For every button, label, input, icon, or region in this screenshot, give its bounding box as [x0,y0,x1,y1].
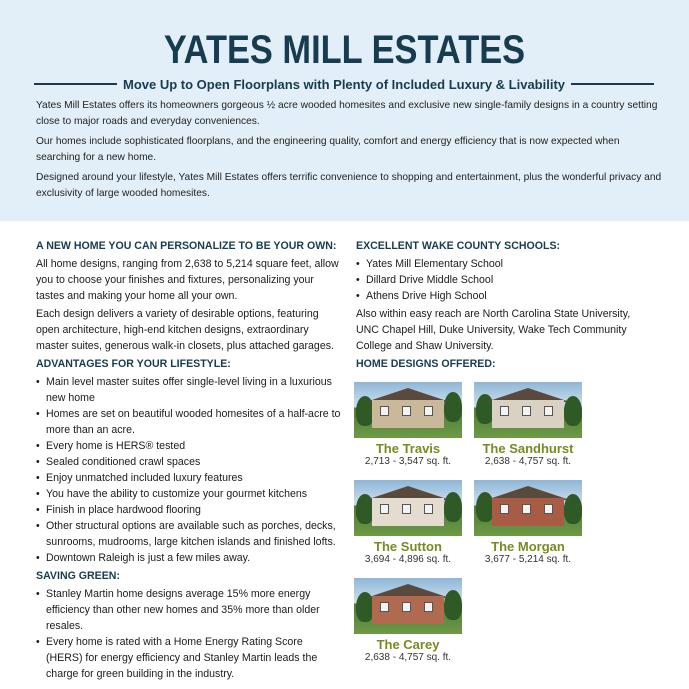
house-photo [354,480,462,536]
design-name: The Sutton [374,539,442,554]
list-item: • Main level master suites offer single-level living in a luxurious new home [36,376,332,404]
house-photo [474,480,582,536]
design-card-sutton[interactable] [354,480,462,566]
list-item: • Every home is HERS® tested [36,440,186,452]
design-name: The Travis [375,441,441,456]
design-card-morgan[interactable] [474,480,582,566]
right-column [356,238,656,374]
subtitle-row [34,75,654,93]
list-item: • Every home is rated with a Home Energy Rating Score (HERS) for energy efficiency and Stanley Martin leads the charge for green building in the industry. [36,636,318,680]
design-size: 2,638 - 4,757 sq. ft. [364,652,452,663]
design-card-sandhurst[interactable] [474,382,582,468]
schools-heading: EXCELLENT WAKE COUNTY SCHOOLS: [356,240,561,252]
list-item: • Sealed conditioned crawl spaces [36,456,201,468]
house-photo [354,382,462,438]
design-size: 3,694 - 4,896 sq. ft. [364,554,452,565]
saving-heading: SAVING GREEN: [36,570,120,582]
page-title: YATES MILL ESTATES [163,28,526,72]
subtitle-rule-right [571,83,654,85]
personalize-paragraph-1: All home designs, ranging from 2,638 to 5,214 square feet, allow you to choose your finishes and fixtures, personalizing your tastes and making your home all your own. [36,258,339,302]
design-name: The Morgan [491,539,565,554]
design-name: The Sandhurst [482,441,574,456]
intro-paragraph-3: Designed around your lifestyle, Yates Mill Estates offers terrific convenience to shopping and entertainment, plus the wonderful privacy and exclusivity of large wooded homesites. [36,172,662,199]
personalize-heading: A NEW HOME YOU CAN PERSONALIZE TO BE YOUR OWN: [36,240,337,252]
home-designs-grid [354,382,654,682]
advantages-heading: ADVANTAGES FOR YOUR LIFESTYLE: [36,358,231,370]
list-item: • Athens Drive High School [356,290,487,302]
list-item: • Finish in place hardwood flooring [36,504,201,516]
designs-heading: HOME DESIGNS OFFERED: [356,358,496,370]
left-column [36,238,342,684]
advantages-list [36,374,342,566]
list-item: • Homes are set on beautiful wooded homesites of a half-acre to more than an acre. [36,408,341,436]
list-item: • You have the ability to customize your gourmet kitchens [36,488,308,500]
house-photo [354,578,462,634]
schools-list [356,256,656,304]
list-item: • Enjoy unmatched included luxury features [36,472,243,484]
intro-paragraph-1: Yates Mill Estates offers its homeowners gorgeous ½ acre wooded homesites and exclusive new single-family designs in a country setting close to major roads and everyday conveniences. [36,100,658,127]
design-size: 2,713 - 3,547 sq. ft. [364,456,452,467]
design-size: 2,638 - 4,757 sq. ft. [484,456,572,467]
intro-paragraph-2: Our homes include sophisticated floorplans, and the engineering quality, comfort and energy efficiency that is now expected when searching for a new home. [36,136,620,163]
personalize-paragraph-2: Each design delivers a variety of desirable options, featuring open architecture, high-end kitchen designs, extraordinary master suites, generous walk-in closets, plus attached garages. [36,308,334,352]
design-size: 3,677 - 5,214 sq. ft. [484,554,572,565]
list-item: • Yates Mill Elementary School [356,258,503,270]
subtitle-rule-left [34,83,117,85]
page-subtitle: Move Up to Open Floorplans with Plenty of Included Luxury & Livability [122,76,566,92]
list-item: • Other structural options are available such as porches, decks, sunrooms, mudrooms, large kitchen islands and finished lofts. [36,520,336,548]
design-card-carey[interactable] [354,578,462,664]
universities-note: Also within easy reach are North Carolina State University, UNC Chapel Hill, Duke University, Wake Tech Community College and Shaw University. [356,308,631,352]
saving-list [36,586,342,682]
list-item: • Dillard Drive Middle School [356,274,494,286]
design-name: The Carey [376,637,440,652]
design-card-travis[interactable] [354,382,462,468]
list-item: • Stanley Martin home designs average 15% more energy efficiency than other new homes and 35% more than older resales. [36,588,320,632]
list-item: • Downtown Raleigh is just a few miles away. [36,552,251,564]
house-photo [474,382,582,438]
